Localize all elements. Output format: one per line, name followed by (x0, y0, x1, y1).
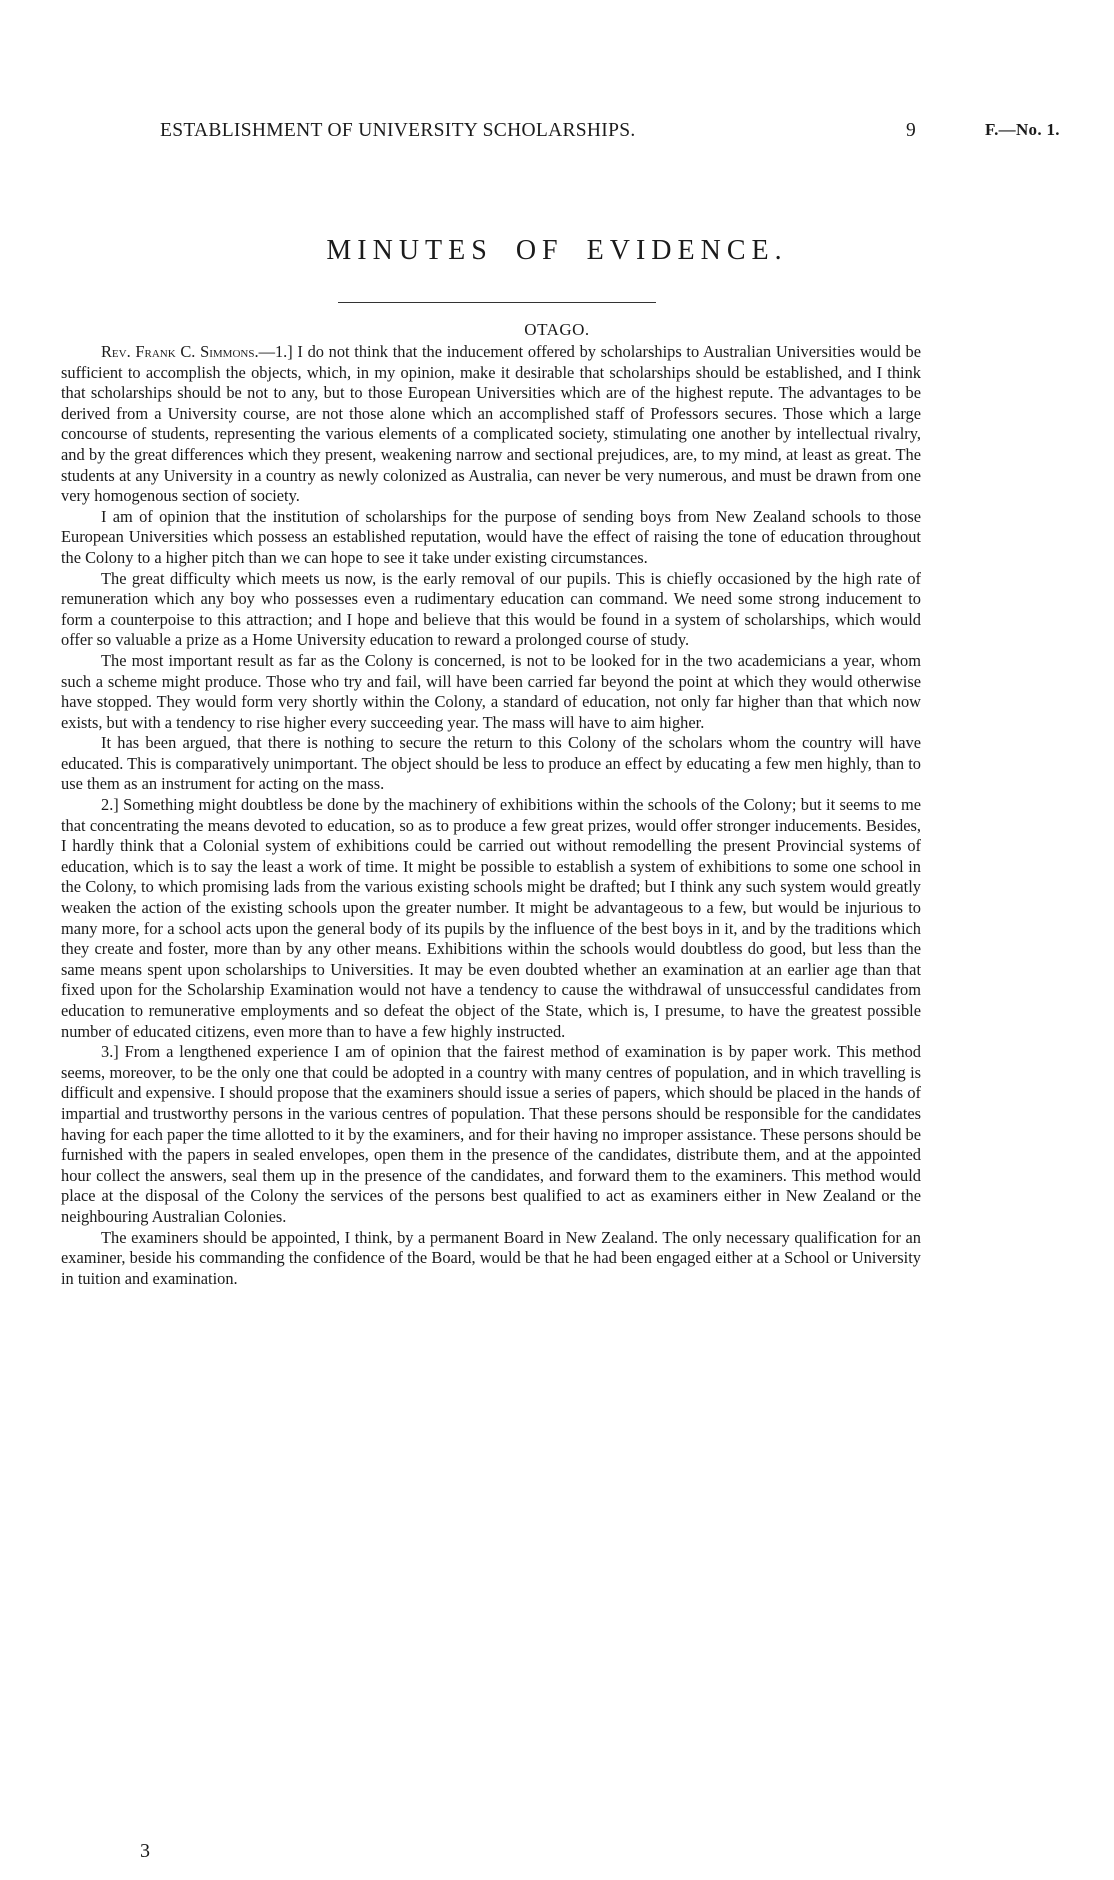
paragraph-8: The examiners should be appointed, I think, by a permanent Board in New Zealand. The only necessary qualification for an examiner, beside his commanding the confidence of the Board, would be that he had been engaged either at a School or University in tuition and examination. (61, 1227, 921, 1288)
paragraph-3: The great difficulty which meets us now, is the early removal of our pupils. This is chiefly occasioned by the high rate of remuneration which any boy who possesses even a rudimentary education can command. We need some strong inducement to form a counterpoise to this attraction; and I hope and believe that this would be found in a system of scholarships, which would offer so valuable a prize as a Home University education to reward a prolonged course of study. (61, 568, 921, 650)
paragraph-1 (61, 342, 921, 507)
title-divider (338, 302, 656, 303)
running-header-title: ESTABLISHMENT OF UNIVERSITY SCHOLARSHIPS. (160, 120, 636, 141)
evidence-body (61, 342, 921, 1289)
paragraph-2: I am of opinion that the institution of scholarships for the purpose of sending boys from New Zealand schools to those European Universities which possess an established reputation, would have the effect of raising the tone of education throughout the Colony to a higher pitch than we can hope to see it take under existing circumstances. (61, 506, 921, 567)
paragraph-1-text: —1.] I do not think that the inducement offered by scholarships to Australian Universities would be sufficient to accomplish the objects, which, in my opinion, make it desirable that scholarships should be established, and I think that scholarships should be not to any, but to those European Universities which are of the highest repute. The advantages to be derived from a University course, are not those alone which an accomplished staff of Professors secures. Those which a large concourse of students, representing the various elements of a complicated society, stimulating one another by intellectual rivalry, and by the great differences which they present, weakening narrow and sectional prejudices, are, to my mind, at least as great. The students at any University in a country as newly colonized as Australia, can never be very numerous, and must be drawn from one very homogenous section of society. (61, 342, 921, 506)
witness-name: Rev. Frank C. Simmons. (101, 342, 259, 361)
paragraph-4: The most important result as far as the Colony is concerned, is not to be looked for in the two academicians a year, whom such a scheme might produce. Those who try and fail, will have been carried far beyond the point at which they would otherwise have stopped. They would form very shortly within the Colony, a standard of education, not only far higher than that which now exists, but with a tendency to rise higher every succeeding year. The mass will have to aim higher. (61, 650, 921, 732)
paragraph-5: It has been argued, that there is nothing to secure the return to this Colony of the scholars whom the country will have educated. This is comparatively unimportant. The object should be less to produce an effect by educating a few men highly, than to use them as an instrument for acting on the mass. (61, 733, 921, 794)
section-heading: OTAGO. (524, 320, 590, 339)
paragraph-7: 3.] From a lengthened experience I am of opinion that the fairest method of examination is by paper work. This method seems, moreover, to be the only one that could be adopted in a country with many centres of population, and in which travelling is difficult and expensive. I should propose that the examiners should issue a series of papers, which should be placed in the hands of impartial and trustworthy persons in the various centres of population. That these persons should be responsible for the candidates having for each paper the time allotted to it by the examiners, and for their having no improper assistance. These persons should be furnished with the papers in sealed envelopes, open them in the presence of the candidates, distribute them, and at the appointed hour collect the answers, seal them up in the presence of the candidates, and forward them to the examiners. This method would place at the disposal of the Colony the services of the persons best qualified to act as examiners either in New Zealand or the neighbouring Australian Colonies. (61, 1042, 921, 1226)
page-title: MINUTES OF EVIDENCE. (326, 235, 788, 266)
running-header (0, 120, 1114, 152)
paragraph-6: 2.] Something might doubtless be done by the machinery of exhibitions within the schools of the Colony; but it seems to me that concentrating the means devoted to education, so as to produce a few great prizes, would offer stronger inducements. Besides, I hardly think that a Colonial system of exhibitions could be carried out without remodelling the present Provincial systems of education, which is to say the least a work of time. It might be possible to establish a system of exhibitions to some one school in the Colony, to which promising lads from the various existing schools might be drafted; but I think any such system would greatly weaken the action of the existing schools upon the greater number. It might be advantageous to a few, but would be injurious to many more, for a school acts upon the general body of its pupils by the influence of the best boys in it, and by the traditions which they create and foster, more than by any other means. Exhibitions within the schools would doubtless do good, but less than the same means spent upon scholarships to Universities. It may be even doubted whether an examination at an earlier age than that fixed upon for the Scholarship Examination would not have a tendency to cause the withdrawal of unsuccessful candidates from education to remunerative employments and so defeat the object of the State, which is, I presume, to have the greatest possible number of educated citizens, even more than to have a few highly instructed. (61, 795, 921, 1041)
signature-mark: 3 (140, 1840, 150, 1862)
paper-reference: F.—No. 1. (985, 120, 1060, 139)
page-number: 9 (906, 120, 917, 141)
